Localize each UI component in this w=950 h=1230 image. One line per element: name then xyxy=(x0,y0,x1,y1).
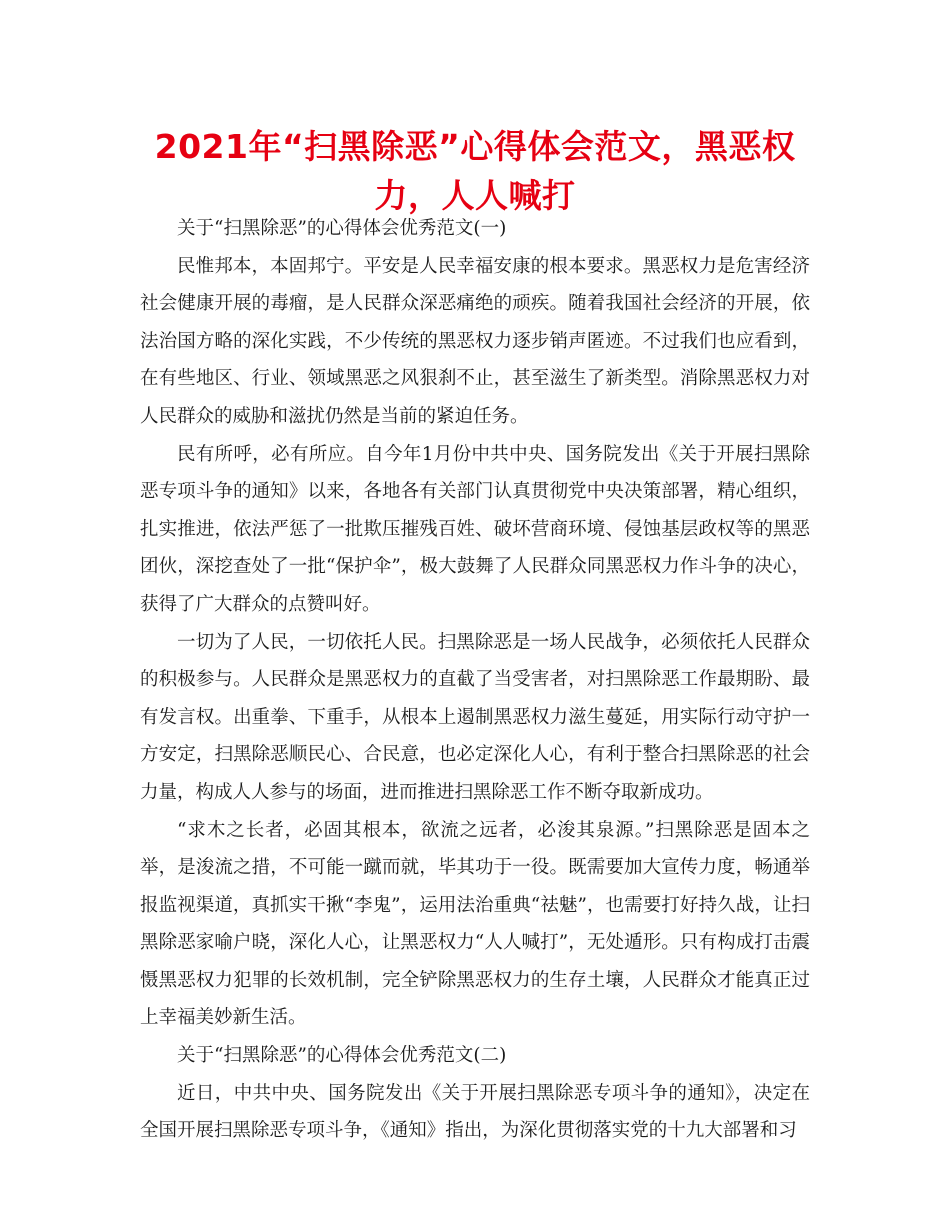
paragraph: 一切为了人民，一切依托人民。扫黑除恶是一场人民战争，必须依托人民群众的积极参与。人民群众是黑恶权力的直截了当受害者，对扫黑除恶工作最期盼、最有发言权。出重拳、下重手，从根本上遏制黑恶权力滋生蔓延，用实际行动守护一方安定，扫黑除恶顺民心、合民意，也必定深化人心，有利于整合扫黑除恶的社会力量，构成人人参与的场面，进而推进扫黑除恶工作不断夺取新成功。 xyxy=(140,631,810,803)
paragraph: 近日，中共中央、国务院发出《关于开展扫黑除恶专项斗争的通知》，决定在全国开展扫黑除恶专项斗争，《通知》指出，为深化贯彻落实党的十九大部署和习 xyxy=(140,1082,810,1142)
paragraph: “求木之长者，必固其根本，欲流之远者，必浚其泉源。”扫黑除恶是固本之举，是浚流之措，不可能一蹴而就，毕其功于一役。既需要加大宣传力度，畅通举报监视渠道，真抓实干揪“李鬼”，运用法治重典“祛魅”，也需要打好持久战，让扫黑除恶家喻户晓，深化人心，让黑恶权力“人人喊打”，无处遁形。只有构成打击震慑黑恶权力犯罪的长效机制，完全铲除黑恶权力的生存土壤，人民群众才能真正过上幸福美妙新生活。 xyxy=(140,819,810,1029)
section-heading: 关于“扫黑除恶”的心得体会优秀范文(一) xyxy=(177,218,507,239)
document-body xyxy=(140,210,810,1150)
section-heading: 关于“扫黑除恶”的心得体会优秀范文(二) xyxy=(177,1045,507,1067)
paragraph: 民惟邦本，本固邦宁。平安是人民幸福安康的根本要求。黑恶权力是危害经济社会健康开展的毒瘤，是人民群众深恶痛绝的顽疾。随着我国社会经济的开展，依法治国方略的深化实践，不少传统的黑恶权力逐步销声匿迹。不过我们也应看到，在有些地区、行业、领域黑恶之风狠刹不止，甚至滋生了新类型。消除黑恶权力对人民群众的威胁和滋扰仍然是当前的紧迫任务。 xyxy=(140,255,810,427)
paragraph: 民有所呼，必有所应。自今年1月份中共中央、国务院发出《关于开展扫黑除恶专项斗争的通知》以来，各地各有关部门认真贯彻党中央决策部署，精心组织，扎实推进，依法严惩了一批欺压摧残百姓、破坏营商环境、侵蚀基层政权等的黑恶团伙，深挖查处了一批“保护伞”，极大鼓舞了人民群众同黑恶权力作斗争的决心，获得了广大群众的点赞叫好。 xyxy=(140,443,810,615)
document-title: 2021年“扫黑除恶”心得体会范文，黑恶权力，人人喊打 xyxy=(154,127,796,215)
